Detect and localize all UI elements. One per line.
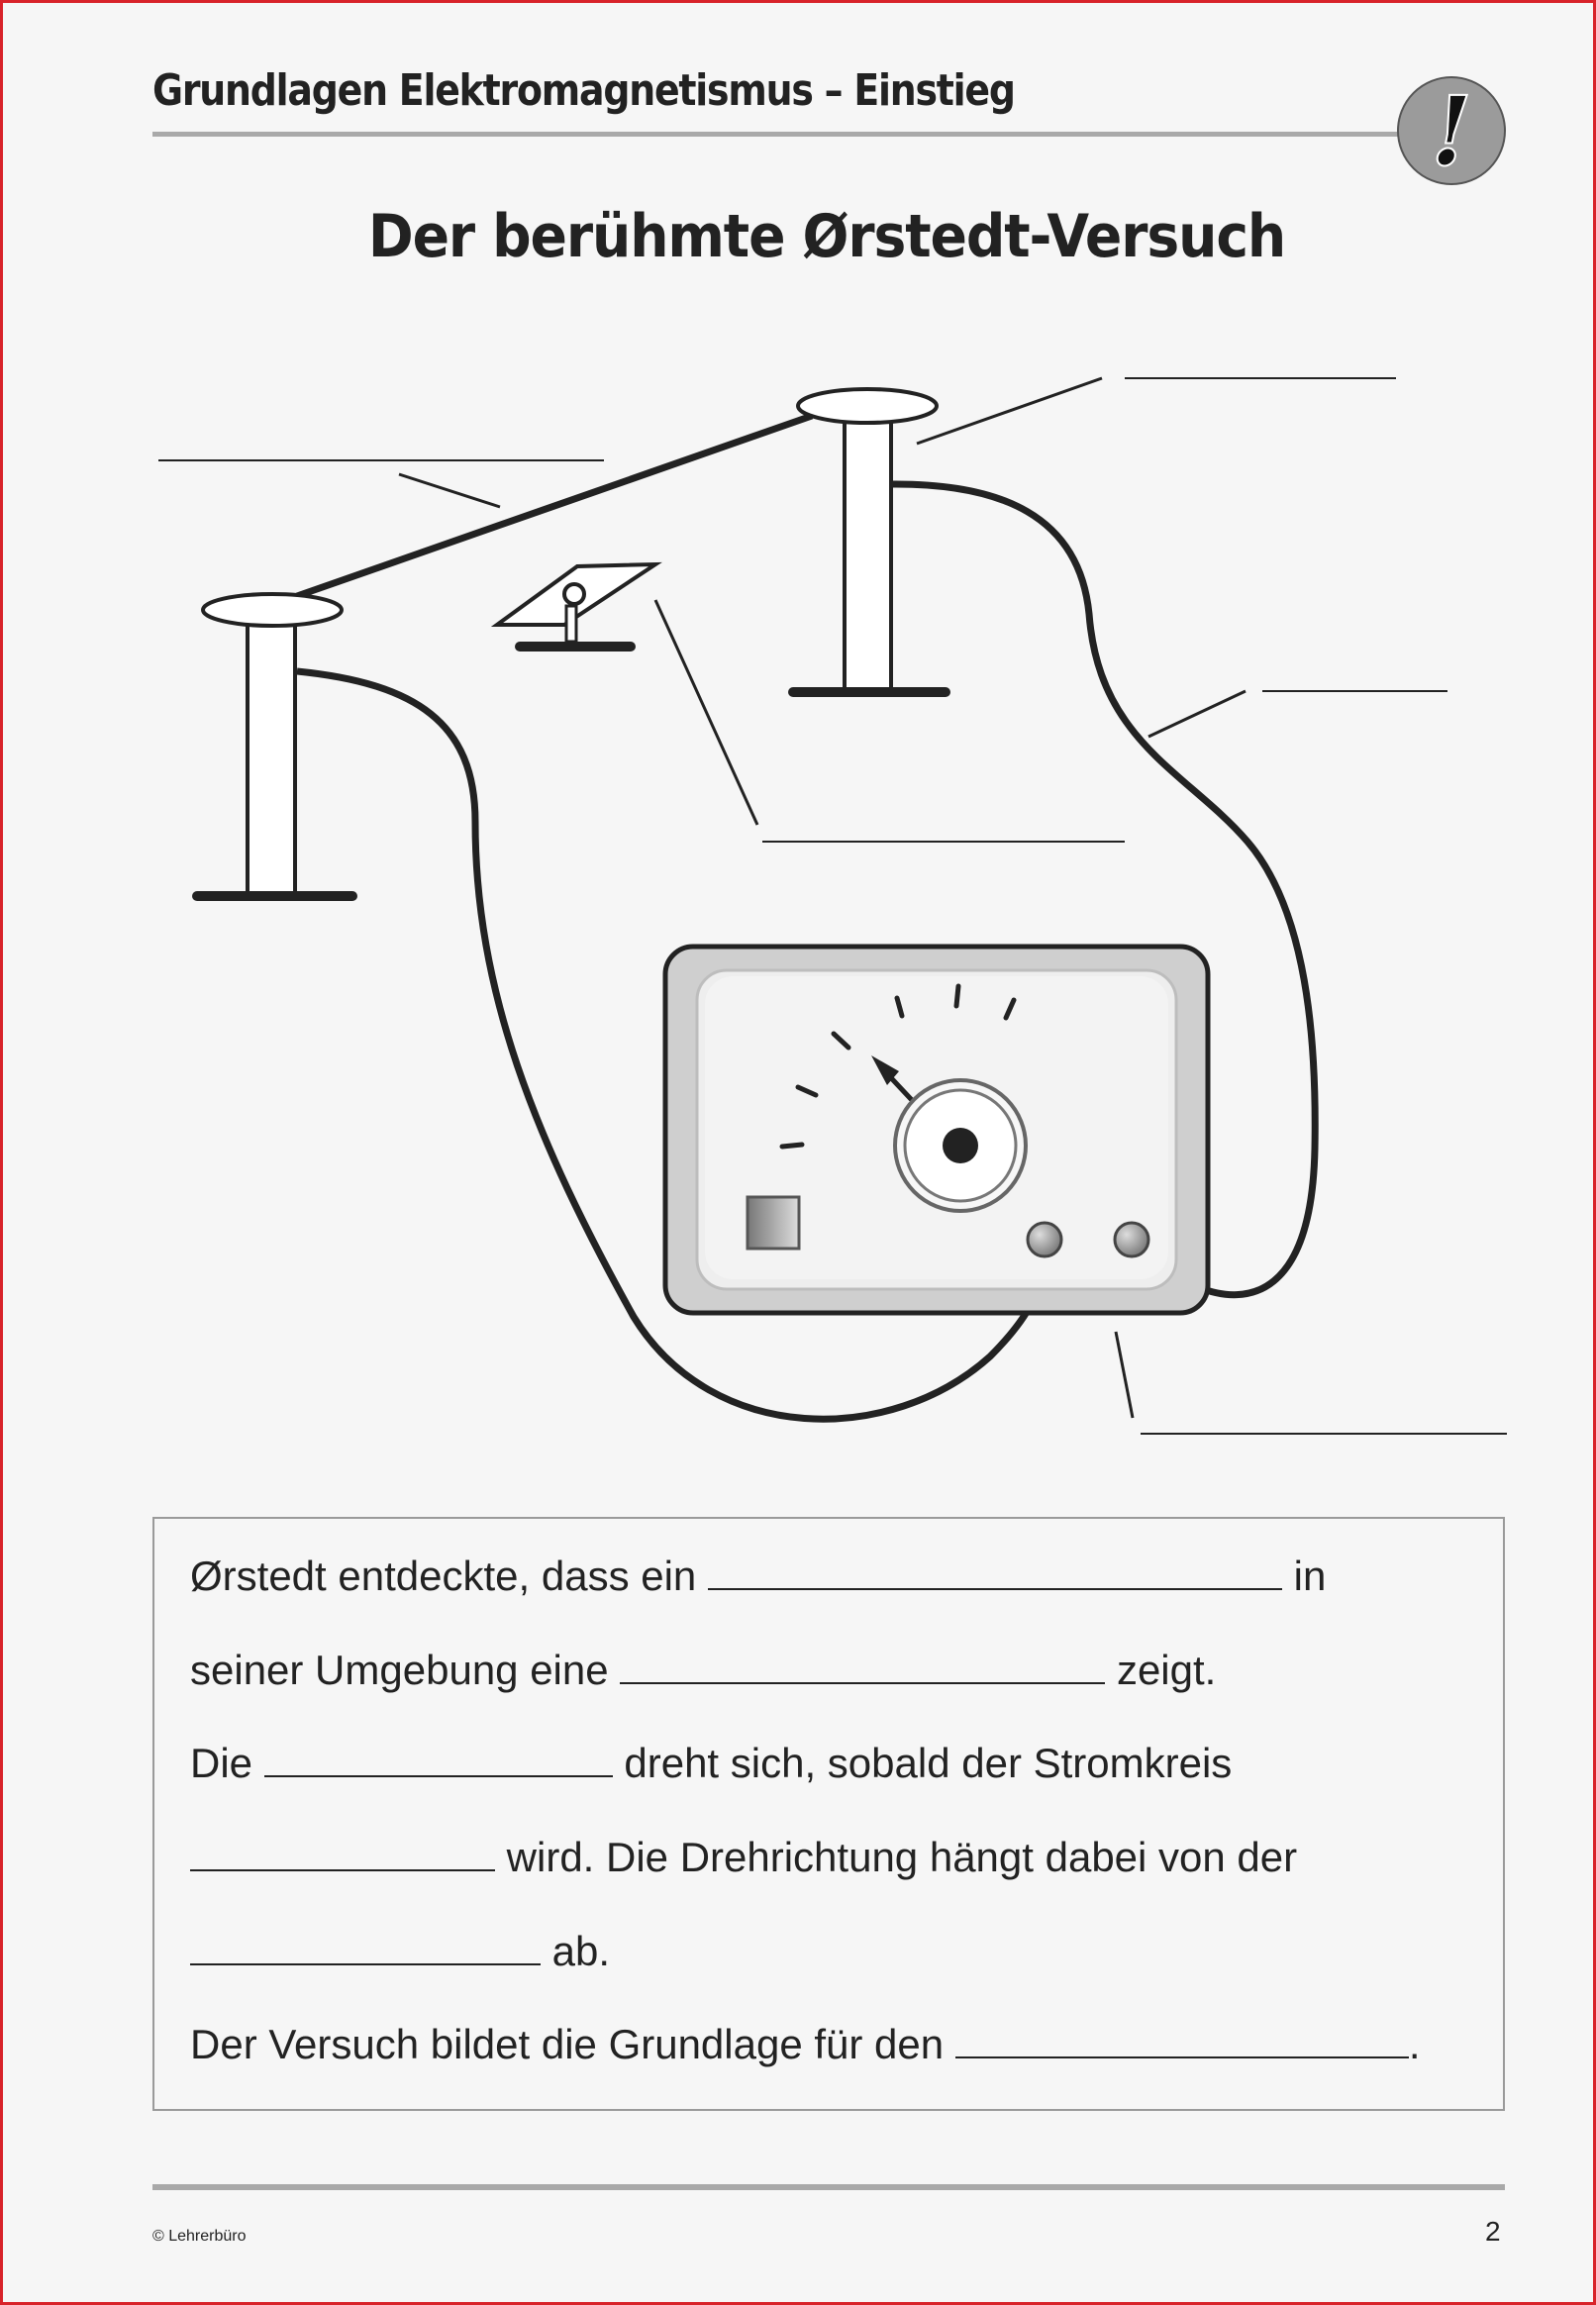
leader-compass: [655, 600, 757, 825]
exercise-line-5: [190, 1928, 610, 1975]
exercise-text: seiner Umgebung eine: [190, 1647, 609, 1693]
terminal-icon: [1028, 1223, 1061, 1256]
fill-blank[interactable]: [190, 1834, 495, 1871]
exercise-text: ab.: [551, 1928, 611, 1974]
exercise-text: in: [1293, 1553, 1327, 1599]
footer-rule: [152, 2184, 1505, 2190]
page-number: 2: [1485, 2216, 1501, 2247]
exercise-line-2: [190, 1647, 1216, 1694]
support-post-icon: [197, 594, 352, 896]
leader-wire: [399, 474, 500, 507]
exercise-text: Ørstedt entdeckte, dass ein: [190, 1553, 697, 1599]
exercise-text: wird. Die Drehrichtung hängt dabei von der: [506, 1834, 1298, 1880]
exercise-text: zeigt.: [1116, 1647, 1217, 1693]
fill-blank[interactable]: [264, 1740, 613, 1777]
fill-blank[interactable]: [190, 1928, 541, 1965]
wire-icon: [297, 416, 812, 596]
fill-blank[interactable]: [620, 1647, 1105, 1684]
terminal-icon: [1115, 1223, 1148, 1256]
exercise-text: Die: [190, 1740, 253, 1786]
leader-supply: [1116, 1332, 1133, 1418]
exercise-line-6: [190, 2021, 1420, 2068]
compass-needle-icon: [497, 564, 655, 647]
power-supply-icon: [665, 947, 1208, 1313]
exercise-line-4: [190, 1834, 1297, 1881]
exercise-text: .: [1408, 2021, 1421, 2067]
exercise-text: Der Versuch bildet die Grundlage für den: [190, 2021, 945, 2067]
page-title: Der berühmte Ørstedt-Versuch: [367, 202, 1286, 271]
fill-blank[interactable]: [708, 1553, 1282, 1590]
footer-copyright: © Lehrerbüro: [152, 2228, 247, 2245]
leader-cable: [1148, 691, 1246, 737]
fill-blank[interactable]: [955, 2021, 1409, 2058]
header-title: Grundlagen Elektromagnetismus – Einstieg: [152, 65, 1015, 116]
exercise-text: dreht sich, sobald der Stromkreis: [624, 1740, 1233, 1786]
support-post-icon: [793, 389, 946, 692]
exercise-line-3: [190, 1740, 1232, 1787]
leader-post: [917, 378, 1102, 444]
switch-icon: [748, 1197, 799, 1249]
exercise-line-1: [190, 1553, 1326, 1600]
badge-symbol: !: [1430, 75, 1473, 186]
